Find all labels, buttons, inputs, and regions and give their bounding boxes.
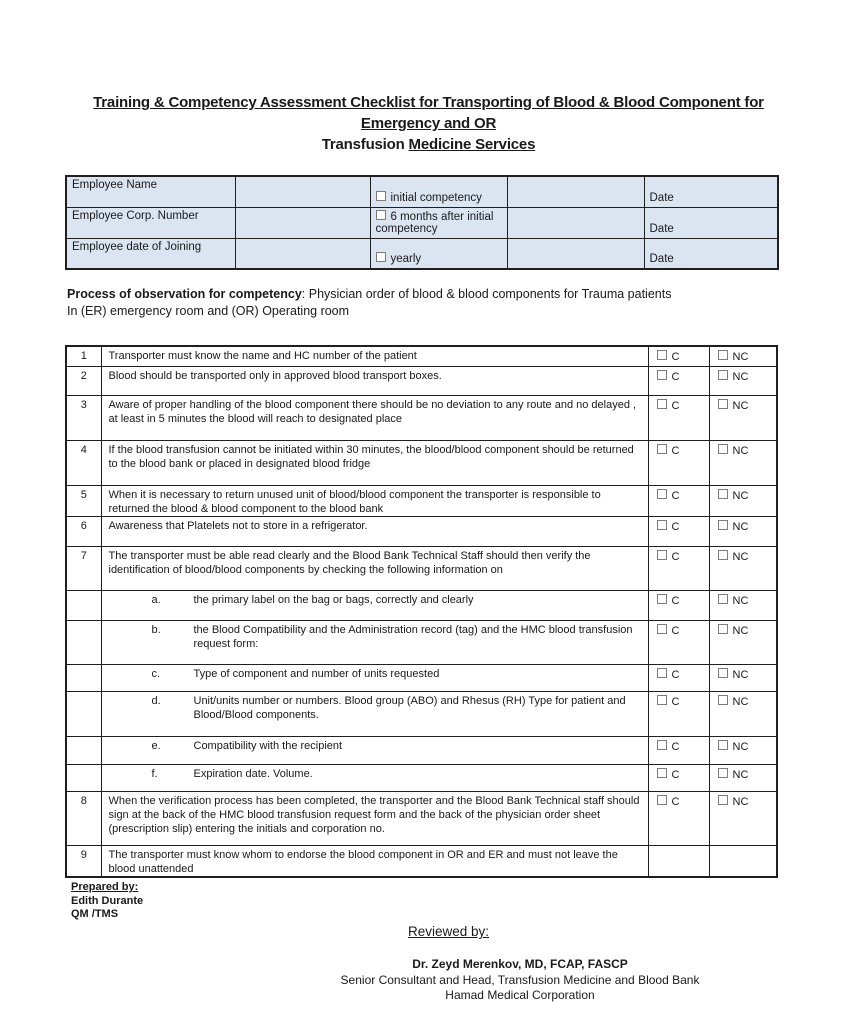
reviewer-name: Dr. Zeyd Merenkov, MD, FCAP, FASCP [412, 957, 628, 971]
sub-item-letter: a. [151, 593, 161, 606]
competent-checkbox-cell[interactable] [648, 546, 709, 590]
checkbox-icon[interactable] [718, 795, 728, 805]
nc-label: NC [732, 399, 749, 412]
checklist-row-7a [66, 590, 777, 620]
checklist-row-9 [66, 845, 777, 877]
nc-label: NC [732, 370, 749, 383]
row-number: 6 [66, 516, 101, 546]
checkbox-icon[interactable] [718, 350, 728, 360]
checklist-row-7e [66, 736, 777, 764]
c-label: C [671, 594, 680, 607]
row-text: Blood should be transported only in approved blood transport boxes. [101, 366, 648, 395]
competent-checkbox-cell[interactable] [648, 791, 709, 845]
nc-label: NC [732, 695, 749, 708]
not-competent-checkbox-cell[interactable] [709, 791, 777, 845]
not-competent-checkbox-cell[interactable] [709, 546, 777, 590]
row-text: When the verification process has been completed, the transporter and the Blood Bank Technical staff should sign at the back of the HMC blood transfusion request form and the back of the physician order sheet (prescription slip) entering the initials and corporation no. [101, 791, 648, 845]
option-label: yearly [390, 253, 422, 265]
checkbox-icon[interactable] [657, 594, 667, 604]
row-number: 3 [66, 395, 101, 440]
row-number: 5 [66, 485, 101, 516]
process-text: : Physician order of blood & blood components for Trauma patients [301, 287, 672, 301]
row-number [66, 664, 101, 691]
checkbox-icon[interactable] [657, 399, 667, 409]
employee-corp-number-input-cell[interactable] [235, 207, 370, 238]
sub-item-letter: e. [151, 739, 161, 752]
employee-name-input-cell[interactable] [235, 176, 370, 207]
row-number: 1 [66, 346, 101, 366]
checklist-row-7b [66, 620, 777, 664]
nc-label: NC [732, 740, 749, 753]
sub-item-letter: f. [151, 767, 158, 780]
not-competent-checkbox-cell[interactable] [709, 620, 777, 664]
competency-signature-cell-3[interactable] [507, 238, 644, 269]
not-competent-checkbox-cell[interactable] [709, 366, 777, 395]
process-text-line-2: In (ER) emergency room and (OR) Operating room [67, 304, 350, 318]
checklist-row-5 [66, 485, 777, 516]
competent-checkbox-cell[interactable] [648, 366, 709, 395]
c-label: C [671, 370, 680, 383]
competent-checkbox-cell[interactable] [648, 736, 709, 764]
c-label: C [671, 489, 680, 502]
prepared-by-block [71, 881, 143, 922]
checkbox-icon[interactable] [376, 191, 386, 201]
competency-checklist-table [65, 345, 778, 878]
checklist-row-1 [66, 346, 777, 366]
not-competent-checkbox-cell[interactable] [709, 516, 777, 546]
nc-label: NC [732, 520, 749, 533]
checkbox-icon[interactable] [718, 550, 728, 560]
employee-name-row [66, 176, 778, 207]
checklist-row-7 [66, 546, 777, 590]
competent-checkbox-cell[interactable] [648, 590, 709, 620]
reviewed-by-label: Reviewed by: [407, 924, 490, 939]
prepared-by-name: Edith Durante [71, 894, 144, 907]
competent-checkbox-cell[interactable] [648, 346, 709, 366]
yearly-option[interactable] [370, 238, 507, 269]
row-number [66, 691, 101, 736]
row-number [66, 620, 101, 664]
row-text: Transporter must know the name and HC number of the patient [101, 346, 648, 366]
row-text: e. Compatibility with the recipient [101, 736, 648, 764]
sub-item-letter: c. [151, 667, 161, 680]
prepared-by-label: Prepared by: [71, 881, 139, 893]
checkbox-icon[interactable] [718, 520, 728, 530]
checklist-row-2 [66, 366, 777, 395]
title-line-3-plain: Transfusion [321, 136, 405, 153]
page-title [0, 92, 857, 155]
process-observation-note [67, 286, 767, 320]
competent-checkbox-cell[interactable] [648, 664, 709, 691]
not-competent-checkbox-cell[interactable] [709, 590, 777, 620]
competency-signature-cell-2[interactable] [507, 207, 644, 238]
row-number [66, 764, 101, 791]
nc-label: NC [732, 668, 749, 681]
row-text: The transporter must be able read clearly and the Blood Bank Technical Staff should then verify the identification of blood/blood components by checking the following information on [101, 546, 648, 590]
row-text: c. Type of component and number of units requested [101, 664, 648, 691]
competent-checkbox-cell[interactable] [648, 764, 709, 791]
date-label-2: Date [644, 207, 778, 238]
checkbox-icon[interactable] [718, 624, 728, 634]
row-text: d. Unit/units number or numbers. Blood group (ABO) and Rhesus (RH) Type for patient and Blood/Blood components. [101, 691, 648, 736]
option-label: initial competency [390, 191, 482, 204]
checklist-row-6 [66, 516, 777, 546]
reviewer-title: Senior Consultant and Head, Transfusion Medicine and Blood Bank [340, 972, 700, 987]
not-competent-checkbox-cell[interactable] [709, 691, 777, 736]
employee-joining-date-row [66, 238, 778, 269]
date-label-1: Date [644, 176, 778, 207]
option-label: 6 months after initial competency [375, 210, 494, 235]
c-label: C [671, 695, 680, 708]
not-competent-checkbox-cell[interactable] [709, 736, 777, 764]
initial-competency-option[interactable] [370, 176, 507, 207]
employee-joining-date-input-cell[interactable] [235, 238, 370, 269]
checkbox-icon[interactable] [657, 768, 667, 778]
process-heading: Process of observation for competency [67, 287, 302, 301]
c-label: C [671, 768, 680, 781]
row-number: 4 [66, 440, 101, 485]
nc-label: NC [732, 489, 749, 502]
competent-checkbox-cell[interactable] [648, 845, 709, 877]
nc-label: NC [732, 351, 749, 363]
employee-joining-date-label: Employee date of Joining [66, 238, 235, 269]
c-label: C [671, 520, 680, 533]
employee-corp-number-row [66, 207, 778, 238]
c-label: C [671, 740, 680, 753]
checkbox-icon[interactable] [718, 668, 728, 678]
employee-info-table [65, 175, 779, 270]
checkbox-icon[interactable] [657, 624, 667, 634]
checkbox-icon[interactable] [376, 252, 386, 262]
title-line-3-underlined: Medicine Services [408, 136, 536, 153]
checkbox-icon[interactable] [657, 370, 667, 380]
c-label: C [671, 399, 680, 412]
checkbox-icon[interactable] [657, 550, 667, 560]
checkbox-icon[interactable] [718, 370, 728, 380]
checkbox-icon[interactable] [718, 768, 728, 778]
row-text: When it is necessary to return unused unit of blood/blood component the transporter is responsible to returned the blood & blood component to the blood bank [101, 485, 648, 516]
nc-label: NC [732, 550, 749, 563]
nc-label: NC [732, 768, 749, 781]
nc-label: NC [732, 795, 749, 808]
prepared-by-title: QM /TMS [71, 908, 119, 920]
employee-corp-number-label: Employee Corp. Number [66, 207, 235, 238]
checkbox-icon[interactable] [718, 444, 728, 454]
checkbox-icon[interactable] [718, 399, 728, 409]
c-label: C [671, 795, 680, 808]
row-text: Awareness that Platelets not to store in a refrigerator. [101, 516, 648, 546]
sub-item-letter: b. [151, 623, 161, 636]
sub-item-letter: d. [151, 694, 161, 707]
checklist-row-3 [66, 395, 777, 440]
checklist-row-8 [66, 791, 777, 845]
checkbox-icon[interactable] [657, 668, 667, 678]
not-competent-checkbox-cell[interactable] [709, 395, 777, 440]
not-competent-checkbox-cell[interactable] [709, 440, 777, 485]
row-text: Aware of proper handling of the blood component there should be no deviation to any route and no delayed , at least in 5 minutes the blood will reach to designated place [101, 395, 648, 440]
six-months-option[interactable] [370, 207, 507, 238]
checkbox-icon[interactable] [718, 740, 728, 750]
row-number: 7 [66, 546, 101, 590]
checkbox-icon[interactable] [657, 695, 667, 705]
nc-label: NC [732, 444, 749, 457]
reviewer-block [330, 957, 710, 1004]
competent-checkbox-cell[interactable] [648, 620, 709, 664]
not-competent-checkbox-cell[interactable] [709, 664, 777, 691]
row-number: 2 [66, 366, 101, 395]
competent-checkbox-cell[interactable] [648, 691, 709, 736]
row-number: 9 [66, 845, 101, 877]
not-competent-checkbox-cell[interactable] [709, 485, 777, 516]
not-competent-checkbox-cell[interactable] [709, 346, 777, 366]
row-number [66, 590, 101, 620]
c-label: C [671, 444, 680, 457]
row-number [66, 736, 101, 764]
competency-signature-cell-1[interactable] [507, 176, 644, 207]
nc-label: NC [732, 594, 749, 607]
checklist-row-7c [66, 664, 777, 691]
checkbox-icon[interactable] [657, 795, 667, 805]
checkbox-icon[interactable] [657, 489, 667, 499]
checklist-row-4 [66, 440, 777, 485]
checklist-row-7d [66, 691, 777, 736]
checkbox-icon[interactable] [657, 350, 667, 360]
checklist-row-7f [66, 764, 777, 791]
competent-checkbox-cell[interactable] [648, 440, 709, 485]
row-text: f. Expiration date. Volume. [101, 764, 648, 791]
nc-label: NC [732, 624, 749, 637]
c-label: C [671, 668, 680, 681]
row-text: If the blood transfusion cannot be initiated within 30 minutes, the blood/blood component should be returned to the blood bank or placed in designated blood fridge [101, 440, 648, 485]
title-line-1: Training & Competency Assessment Checklist for Transporting of Blood & Blood Component for [93, 94, 764, 111]
competent-checkbox-cell[interactable] [648, 485, 709, 516]
c-label: C [671, 351, 680, 363]
c-label: C [671, 550, 680, 563]
checkbox-icon[interactable] [718, 695, 728, 705]
checkbox-icon[interactable] [657, 740, 667, 750]
checkbox-icon[interactable] [718, 594, 728, 604]
c-label: C [671, 624, 680, 637]
row-text: The transporter must know whom to endorse the blood component in OR and ER and must not leave the blood unattended [101, 845, 648, 877]
checkbox-icon[interactable] [657, 444, 667, 454]
employee-name-label: Employee Name [66, 176, 235, 207]
checkbox-icon[interactable] [376, 210, 386, 220]
title-line-2: Emergency and OR [360, 115, 497, 132]
row-text: a. the primary label on the bag or bags, correctly and clearly [101, 590, 648, 620]
row-number: 8 [66, 791, 101, 845]
competent-checkbox-cell[interactable] [648, 516, 709, 546]
not-competent-checkbox-cell[interactable] [709, 845, 777, 877]
checkbox-icon[interactable] [657, 520, 667, 530]
date-label-3: Date [644, 238, 778, 269]
row-text: b. the Blood Compatibility and the Administration record (tag) and the HMC blood transfusion request form: [101, 620, 648, 664]
reviewer-organization: Hamad Medical Corporation [445, 988, 595, 1002]
not-competent-checkbox-cell[interactable] [709, 764, 777, 791]
checkbox-icon[interactable] [718, 489, 728, 499]
competent-checkbox-cell[interactable] [648, 395, 709, 440]
